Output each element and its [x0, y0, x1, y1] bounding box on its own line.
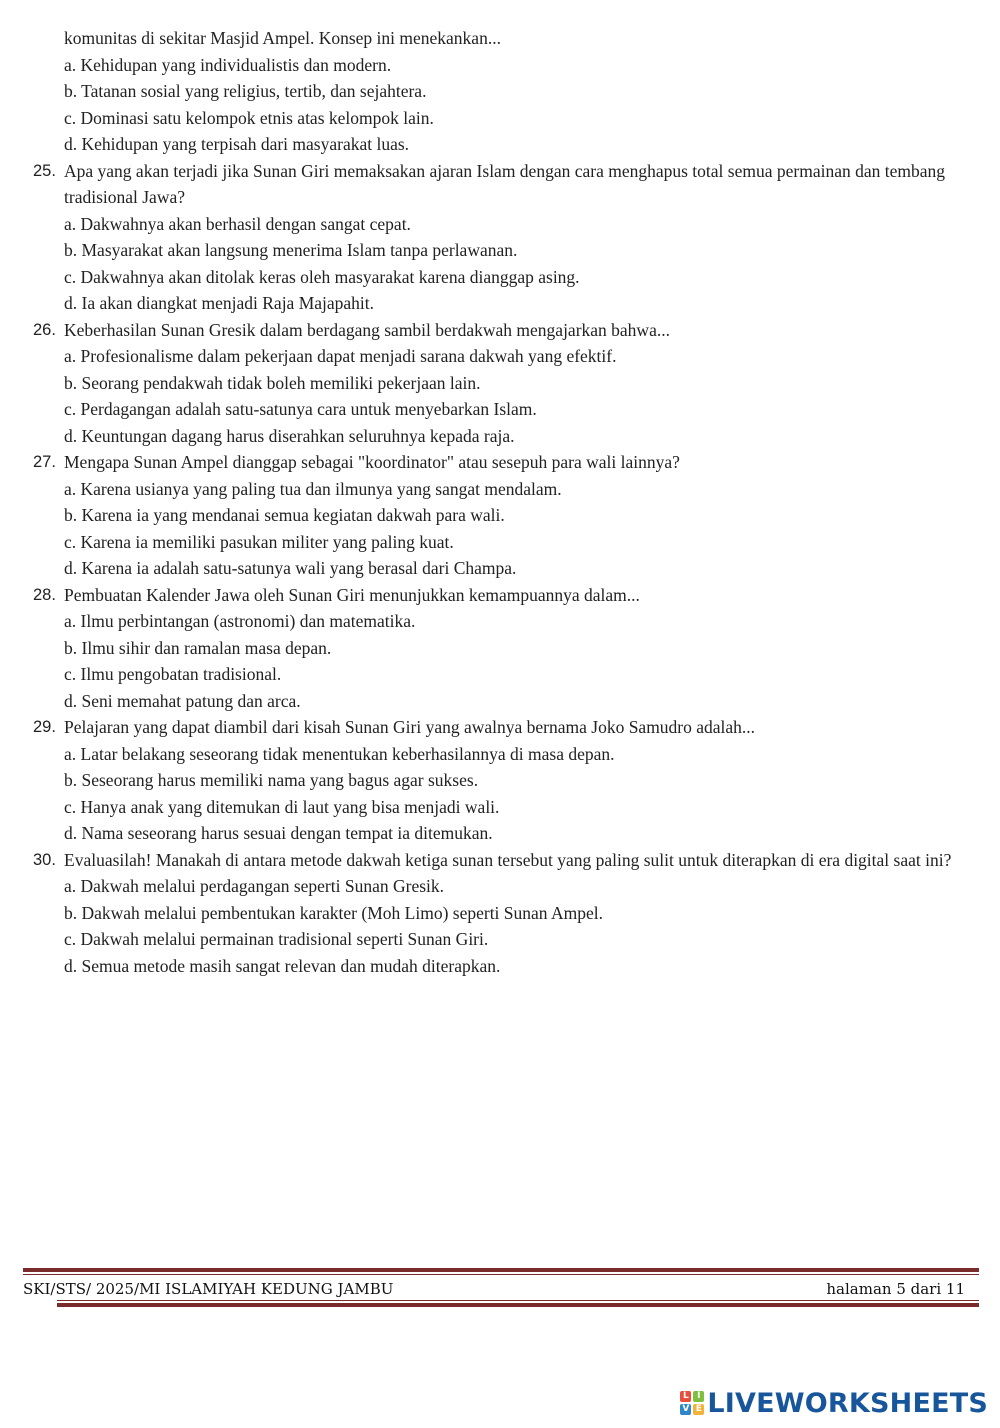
liveworksheets-grid-icon [680, 1391, 704, 1415]
question-number: 27. [33, 453, 56, 471]
question-text: Pelajaran yang dapat diambil dari kisah Sunan Giri yang awalnya bernama Joko Samudro adalah... [64, 717, 756, 737]
option-a[interactable]: a. Kehidupan yang individualistis dan modern. [64, 54, 392, 75]
option-b[interactable]: b. Masyarakat akan langsung menerima Islam tanpa perlawanan. [64, 240, 518, 260]
option-b[interactable]: b. Tatanan sosial yang religius, tertib, dan sejahtera. [64, 81, 427, 101]
option-b[interactable]: b. Karena ia yang mendanai semua kegiatan dakwah para wali. [64, 505, 505, 525]
question-text: Keberhasilan Sunan Gresik dalam berdagang sambil berdakwah mengajarkan bahwa... [64, 319, 670, 340]
option-d[interactable]: d. Keuntungan dagang harus diserahkan seluruhnya kepada raja. [64, 425, 515, 446]
question-26 [0, 317, 1000, 450]
option-a[interactable]: a. Dakwahnya akan berhasil dengan sangat cepat. [64, 213, 411, 234]
page-footer [0, 1262, 1000, 1342]
question-27 [0, 449, 1000, 582]
option-a[interactable]: a. Profesionalisme dalam pekerjaan dapat menjadi sarana dakwah yang efektif. [64, 346, 617, 366]
footer-rule-top [23, 1268, 979, 1272]
question-25 [0, 158, 1000, 317]
option-c[interactable]: c. Hanya anak yang ditemukan di laut yang bisa menjadi wali. [64, 796, 500, 817]
question-text: Mengapa Sunan Ampel dianggap sebagai "koordinator" atau sesepuh para wali lainnya? [64, 452, 680, 472]
logo-cell: I [693, 1391, 704, 1402]
option-a[interactable]: a. Dakwah melalui perdagangan seperti Sunan Gresik. [64, 876, 445, 896]
option-c[interactable]: c. Dominasi satu kelompok etnis atas kelompok lain. [64, 107, 434, 128]
footer-school: SKI/STS/ 2025/MI ISLAMIYAH KEDUNG JAMBU [23, 1280, 394, 1298]
option-c[interactable]: c. Dakwah melalui permainan tradisional seperti Sunan Giri. [64, 929, 489, 949]
option-c[interactable]: c. Dakwahnya akan ditolak keras oleh masyarakat karena dianggap asing. [64, 266, 580, 287]
question-text: Pembuatan Kalender Jawa oleh Sunan Giri menunjukkan kemampuannya dalam... [64, 584, 640, 605]
option-d[interactable]: d. Ia akan diangkat menjadi Raja Majapahit. [64, 293, 375, 313]
question-30 [0, 847, 1000, 980]
option-d[interactable]: d. Karena ia adalah satu-satunya wali yang berasal dari Champa. [64, 558, 517, 578]
option-b[interactable]: b. Seseorang harus memiliki nama yang bagus agar sukses. [64, 770, 479, 790]
logo-cell: L [680, 1391, 691, 1402]
question-28 [0, 582, 1000, 715]
option-c[interactable]: c. Ilmu pengobatan tradisional. [64, 664, 282, 684]
option-d[interactable]: d. Semua metode masih sangat relevan dan mudah diterapkan. [64, 955, 501, 976]
option-a[interactable]: a. Ilmu perbintangan (astronomi) dan matematika. [64, 611, 416, 631]
option-b[interactable]: b. Seorang pendakwah tidak boleh memiliki pekerjaan lain. [64, 372, 481, 393]
option-c[interactable]: c. Karena ia memiliki pasukan militer yang paling kuat. [64, 531, 454, 552]
logo-cell: V [680, 1404, 691, 1415]
question-text: Apa yang akan terjadi jika Sunan Giri memaksakan ajaran Islam dengan cara menghapus total semua permainan dan tembang tradisional Jawa? [64, 160, 945, 207]
brand-name: LIVEWORKSHEETS [707, 1387, 988, 1419]
option-a[interactable]: a. Karena usianya yang paling tua dan ilmunya yang sangat mendalam. [64, 478, 562, 499]
question-number: 26. [33, 320, 56, 339]
question-29 [0, 714, 1000, 847]
option-b[interactable]: b. Ilmu sihir dan ramalan masa depan. [64, 637, 332, 658]
question-number: 25. [33, 161, 56, 180]
logo-cell: E [693, 1404, 704, 1415]
worksheet-body [0, 25, 1000, 979]
footer-page-number: halaman 5 dari 11 [826, 1280, 965, 1298]
option-d[interactable]: d. Nama seseorang harus sesuai dengan tempat ia ditemukan. [64, 823, 493, 843]
footer-rule-top-thin [23, 1274, 979, 1275]
footer-rule-bottom [57, 1303, 979, 1307]
option-c[interactable]: c. Perdagangan adalah satu-satunya cara untuk menyebarkan Islam. [64, 399, 537, 419]
option-a[interactable]: a. Latar belakang seseorang tidak menentukan keberhasilannya di masa depan. [64, 743, 615, 764]
option-d[interactable]: d. Seni memahat patung dan arca. [64, 690, 301, 711]
liveworksheets-logo[interactable] [680, 1388, 988, 1418]
question-text: Evaluasilah! Manakah di antara metode dakwah ketiga sunan tersebut yang paling sulit untuk diterapkan di era digital saat ini? [64, 849, 952, 870]
question-number: 29. [33, 718, 56, 736]
footer-rule-bottom-thin [57, 1300, 979, 1301]
question-number: 28. [33, 585, 56, 604]
option-d[interactable]: d. Kehidupan yang terpisah dari masyarakat luas. [64, 134, 410, 154]
question-number: 30. [33, 850, 56, 869]
option-b[interactable]: b. Dakwah melalui pembentukan karakter (Moh Limo) seperti Sunan Ampel. [64, 902, 603, 923]
question-continuation: komunitas di sekitar Masjid Ampel. Konsep ini menekankan... [64, 28, 501, 48]
